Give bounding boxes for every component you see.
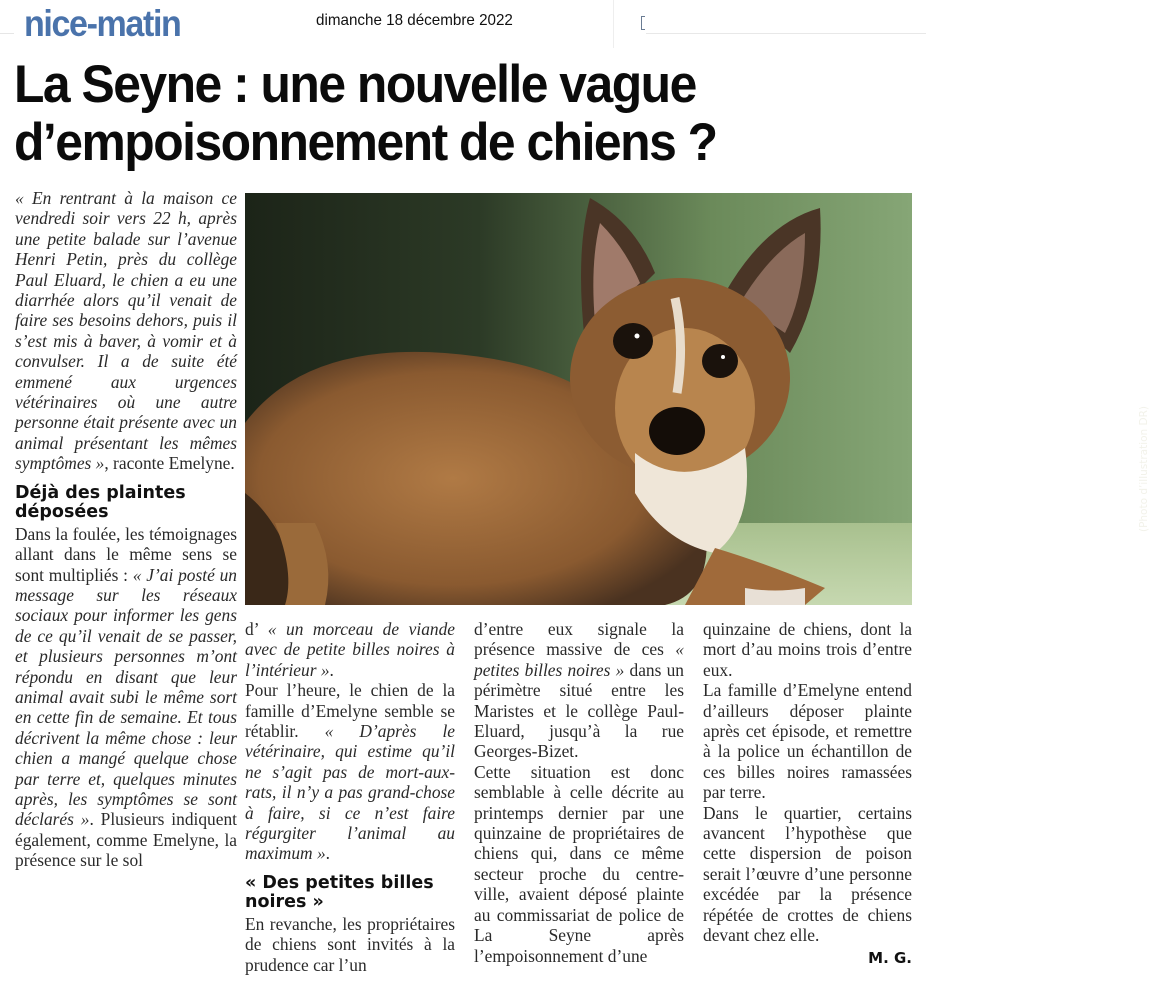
quote-social-media: « J’ai posté un message sur les réseaux sociaux pour informer les gens de ce qu’il venait de se passer, et plusieurs personnes m’ont répondu en disant que leur animal avait subi le même sort en cette fin de semaine. Et tous décrivent la même chose : leur chien a mangé quelque chose par terre et, quelques minutes après, les symptômes se sont déclarés » — [15, 564, 237, 830]
paragraph-retablir — [245, 680, 455, 864]
nice-matin-logo[interactable]: nice-matin — [24, 3, 181, 44]
dog-illustration — [245, 193, 912, 605]
author-signature: M. G. — [868, 948, 912, 967]
paragraph-temoignages — [15, 524, 237, 871]
article-headline: La Seyne : une nouvelle vague d’empoisonnement de chiens ? — [14, 55, 717, 172]
masthead-rule-left — [0, 33, 14, 34]
article-column-1 — [15, 188, 237, 871]
publication-date: dimanche 18 décembre 2022 — [316, 12, 513, 29]
paragraph-famille: La famille d’Emelyne entend d’ailleurs déposer plainte après cet épisode, et remettre à la police un échantillon de ces billes noires ramassées par terre. — [703, 680, 912, 803]
paragraph-situation: Cette situation est donc semblable à celle décrite au printemps dernier par une quinzaine de propriétaires de chiens qui, dans ce même secteur proche du centre-ville, avaient déposé plainte au commissariat de police de La Seyne après l’empoisonnement d’une — [474, 761, 684, 966]
text-span: . — [329, 659, 334, 680]
masthead-divider — [613, 0, 614, 48]
text-span: . Plusieurs indiquent également, comme Emelyne, la présence sur le sol — [15, 809, 237, 871]
quote-veterinaire: « D’après le vétérinaire, qui estime qu’il ne s’agit pas de mort-aux-rats, il n’y a pas grand-chose à faire, si ce n’est faire régurgiter l’animal au maximum » — [245, 721, 455, 864]
text-span: . — [325, 843, 331, 864]
paragraph-opening-quote — [15, 188, 237, 474]
paragraph-perimetre — [474, 619, 684, 762]
text-span: Dans la foulée, les témoignages allant dans le même sens se sont multipliés : — [15, 523, 237, 585]
paragraph-prudence: En revanche, les propriétaires de chiens sont invités à la prudence car l’un — [245, 913, 455, 975]
article-column-4 — [703, 619, 912, 968]
article-photo — [245, 193, 1150, 605]
photo-credit — [1134, 396, 1154, 541]
text-span: d’entre eux signale la présence massive de ces — [474, 619, 684, 660]
text-span: d’ — [245, 619, 268, 639]
paragraph-morceau — [245, 619, 455, 680]
quote-petites-billes: « petites billes noires » — [474, 639, 684, 680]
quote-emelyne: « En rentrant à la maison ce vendredi soir vers 22 h, après une petite balade sur l’avenue Henri Petin, près du collège Paul Eluard, le chien a eu une diarrhée alors qu’il venait de faire ses besoins dehors, puis il s’est mis à baver, à vomir et à convulser. Il a de suite été emmené aux urgences vétérinaires où une autre personne était présente avec un animal présentant les mêmes symptômes » — [15, 188, 237, 474]
quote-attribution: , raconte Emelyne. — [104, 453, 235, 474]
article-column-2 — [245, 619, 455, 975]
quote-morceau-viande: « un morceau de viande avec de petite billes noires à l’intérieur » — [245, 619, 456, 680]
text-span: Pour l’heure, le chien de la famille d’Emelyne semble se rétablir. — [245, 680, 455, 742]
masthead — [0, 0, 926, 48]
search-field-icon[interactable] — [641, 16, 645, 30]
paragraph-quartier: Dans le quartier, certains avancent l’hypothèse que cette dispersion de poison serait l’œuvre d’une personne excédée par la présence répétée de crottes de chiens devant chez elle. — [703, 802, 912, 946]
search-field-underline[interactable] — [646, 33, 926, 34]
article-column-3 — [474, 619, 684, 966]
subheading-plaintes: Déjà des plaintes déposées — [15, 482, 186, 522]
photo-credit-text: (Photo d’illustration DR) — [1138, 405, 1150, 532]
subheading-billes-noires: « Des petites billes noires » — [245, 872, 434, 912]
paragraph-quinzaine: quinzaine de chiens, dont la mort d’au moins trois d’entre eux. — [703, 619, 912, 680]
text-span: dans un périmètre situé entre les Maristes et le collège Paul-Eluard, jusqu’à la rue Georges-Bizet. — [474, 659, 684, 762]
